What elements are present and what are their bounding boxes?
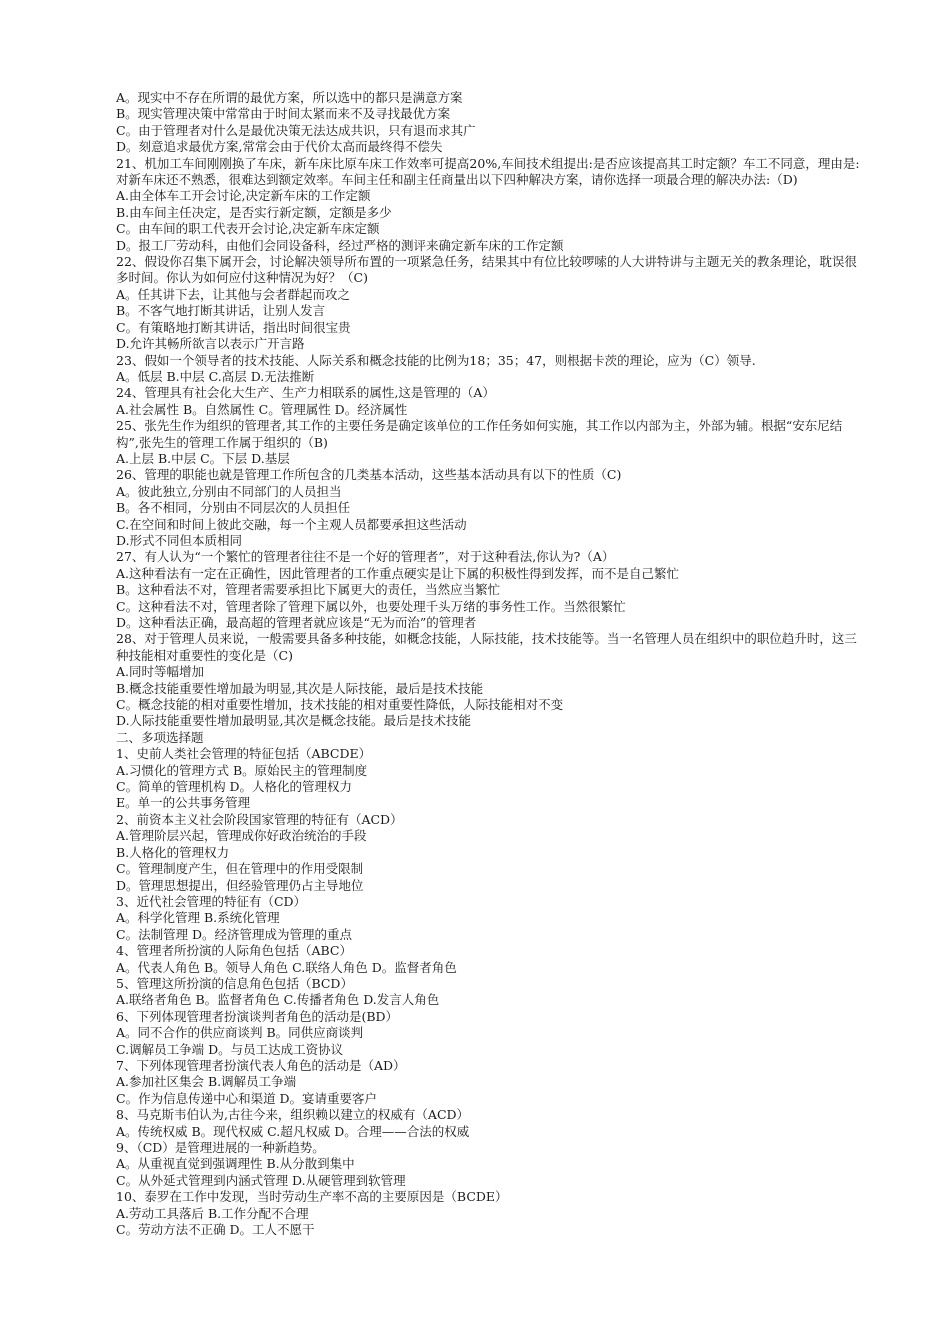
text-line: A.社会属性 B。自然属性 C。管理属性 D。经济属性: [116, 401, 408, 417]
text-line: A.劳动工具落后 B.工作分配不合理: [116, 1205, 309, 1221]
text-line: A.这种看法有一定在正确性，因此管理者的工作重点硬实是让下属的积极性得到发挥，而不是自己繁忙: [116, 565, 680, 581]
text-line: D。报工厂劳动科，由他们会同设备科，经过严格的测评来确定新车床的工作定额: [116, 237, 564, 253]
text-line: B.人格化的管理权力: [116, 844, 230, 860]
text-line: C。有策略地打断其讲话，指出时间很宝贵: [116, 319, 351, 335]
text-line: A.同时等幅增加: [116, 664, 205, 680]
text-line: 26、管理的职能也就是管理工作所包含的几类基本活动，这些基本活动具有以下的性质（C): [116, 467, 622, 483]
text-line: C。由于管理者对什么是最优决策无法达成共识，只有退而求其广: [116, 122, 476, 138]
text-line: 25、张先生作为组织的管理者,其工作的主要任务是确定该单位的工作任务如何实施，其工作以内部为主，外部为辅。根据“安东尼结构”,张先生的管理工作属于组织的（B): [116, 418, 843, 450]
text-line: B.由车间主任决定，是否实行新定额，定额是多少: [116, 204, 392, 220]
text-line: 23、假如一个领导者的技术技能、人际关系和概念技能的比例为18；35；47，则根据卡茨的理论，应为（C）领导.: [116, 352, 756, 368]
text-line: D。这种看法正确，最高超的管理者就应该是“无为而治”的管理者: [116, 615, 477, 630]
text-line: 2、前资本主义社会阶段国家管理的特征有（ACD）: [116, 811, 403, 827]
text-line: D.形式不同但本质相同: [116, 532, 243, 548]
text-line: C.在空间和时间上彼此交融，每一个主观人员都要承担这些活动: [116, 516, 467, 532]
text-line: 4、管理者所扮演的人际角色包括（ABC）: [116, 943, 352, 959]
text-line: A。同不合作的供应商谈判 B。同供应商谈判: [116, 1025, 364, 1041]
text-line: 22、假设你召集下属开会，讨论解决领导所布置的一项紧急任务，结果其中有位比较啰嗦的人大讲特讲与主题无关的教条理论，耽误很多时间。你认为如何应付这种情况为好？（C): [116, 254, 857, 286]
text-line: A.上层 B.中层 C。下层 D.基层: [116, 450, 290, 466]
text-line: C。由车间的职工代表开会讨论,决定新车床定额: [116, 221, 380, 237]
text-line: 10、泰罗在工作中发现，当时劳动生产率不高的主要原因是（BCDE）: [116, 1189, 508, 1205]
text-line: C。概念技能的相对重要性增加，技术技能的相对重要性降低，人际技能相对不变: [116, 697, 564, 713]
text-line: B。不客气地打断其讲话，让别人发言: [116, 303, 326, 319]
text-line: A。现实中不存在所谓的最优方案，所以选中的都只是满意方案: [116, 90, 463, 105]
text-line: 1、史前人类社会管理的特征包括（ABCDE）: [116, 746, 372, 762]
text-line: A。彼此独立,分别由不同部门的人员担当: [116, 483, 342, 499]
text-line: A。代表人角色 B。领导人角色 C.联络人角色 D。监督者角色: [116, 959, 457, 975]
text-line: A。科学化管理 B.系统化管理: [116, 910, 280, 926]
document-body: [116, 90, 861, 1238]
text-line: A。传统权威 B。现代权威 C.超凡权威 D。合理——合法的权威: [116, 1123, 470, 1139]
text-line: B。各不相同，分别由不同层次的人员担任: [116, 500, 351, 516]
text-line: A.习惯化的管理方式 B。原始民主的管理制度: [116, 762, 368, 778]
text-line: 5、管理这所扮演的信息角色包括（BCD）: [116, 975, 353, 991]
text-line: B。现实管理决策中常常由于时间太紧而来不及寻找最优方案: [116, 106, 451, 122]
text-line: C。简单的管理机构 D。人格化的管理权力: [116, 779, 353, 795]
text-line: D。管理思想提出，但经验管理仍占主导地位: [116, 877, 364, 893]
text-line: A。低层 B.中层 C.高层 D.无法推断: [116, 368, 315, 384]
text-line: 3、近代社会管理的特征有（CD）: [116, 893, 307, 909]
text-line: 28、对于管理人员来说，一般需要具备多种技能，如概念技能，人际技能，技术技能等。当一名管理人员在组织中的职位趋升时，这三种技能相对重要性的变化是（C): [116, 631, 857, 663]
text-line: C。这种看法不对，管理者除了管理下属以外，也要处理千头万绪的事务性工作。当然很繁忙: [116, 598, 626, 614]
text-line: C.调解员工争端 D。与员工达成工资协议: [116, 1041, 344, 1057]
text-line: D.允许其畅所欲言以表示广开言路: [116, 336, 305, 352]
text-line: A。任其讲下去，让其他与会者群起而攻之: [116, 286, 351, 302]
text-line: 8、马克斯韦伯认为,古往今来，组织赖以建立的权威有（ACD）: [116, 1107, 470, 1123]
text-line: A。从重视直觉到强调理性 B.从分散到集中: [116, 1156, 355, 1172]
text-line: 21、机加工车间刚刚换了车床，新车床比原车床工作效率可提高20%,车间技术组提出:是否应该提高其工时定额？车工不同意，理由是:对新车床还不熟悉，很难达到额定效率。车间主任和副主任商量出以下四种解决方案，请你选择一项最合理的解决办法:（D): [116, 155, 860, 188]
text-line: C。法制管理 D。经济管理成为管理的重点: [116, 926, 353, 942]
text-line: C。劳动方法不正确 D。工人不愿干: [116, 1222, 315, 1238]
text-line: A.管理阶层兴起，管理成你好政治统治的手段: [116, 828, 367, 844]
text-line: B。这种看法不对，管理者需要承担比下属更大的责任，当然应当繁忙: [116, 582, 501, 598]
text-line: D.人际技能重要性增加最明显,其次是概念技能。最后是技术技能: [116, 713, 472, 729]
text-line: C。从外延式管理到内涵式管理 D.从硬管理到软管理: [116, 1172, 406, 1188]
text-line: B.概念技能重要性增加最为明显,其次是人际技能，最后是技术技能: [116, 680, 484, 696]
text-line: 7、下列体现管理者扮演代表人角色的活动是（AD）: [116, 1057, 406, 1073]
text-line: C。管理制度产生，但在管理中的作用受限制: [116, 861, 364, 877]
text-line: D。刻意追求最优方案,常常会由于代价太高而最终得不偿失: [116, 139, 443, 155]
text-line: 6、下列体现管理者扮演谈判者角色的活动是(BD）: [116, 1008, 399, 1024]
text-line: A.联络者角色 B。监督者角色 C.传播者角色 D.发言人角色: [116, 992, 440, 1008]
text-line: 24、管理具有社会化大生产、生产力相联系的属性,这是管理的（A）: [116, 385, 495, 401]
text-line: E。单一的公共事务管理: [116, 795, 251, 811]
text-line: A.参加社区集会 B.调解员工争端: [116, 1074, 297, 1090]
text-line: 二、多项选择题: [116, 729, 204, 745]
text-line: A.由全体车工开会讨论,决定新车床的工作定额: [116, 188, 371, 204]
text-line: 9、（CD）是管理进展的一种新趋势。: [116, 1140, 325, 1155]
text-line: 27、有人认为“一个繁忙的管理者往往不是一个好的管理者”，对于这种看法,你认为?（A）: [116, 549, 615, 565]
text-line: C。作为信息传递中心和渠道 D。宴请重要客户: [116, 1090, 378, 1106]
